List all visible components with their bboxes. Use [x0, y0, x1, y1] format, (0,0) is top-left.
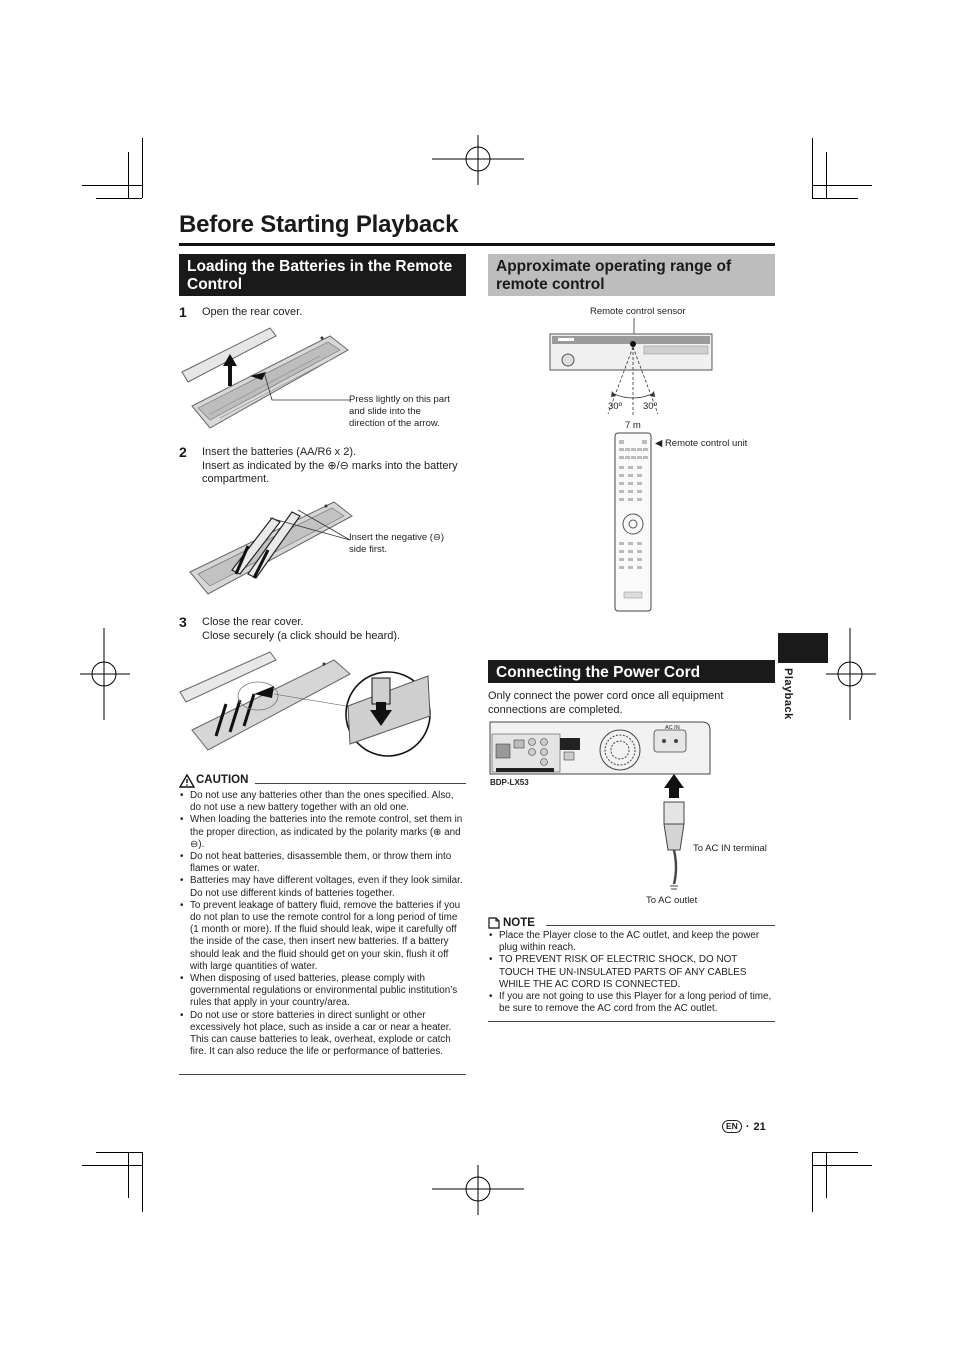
- list-item: • Batteries may have different voltages, even if they look similar. Do not use different kinds of batteries together.: [179, 875, 467, 899]
- crop-mark: [812, 198, 858, 199]
- side-tab: [778, 633, 828, 663]
- crop-mark: [128, 1152, 129, 1198]
- section-heading-power: Connecting the Power Cord: [488, 660, 775, 683]
- ac-outlet-label: To AC outlet: [646, 895, 698, 906]
- note-list: [488, 930, 773, 1015]
- step-number: 3: [179, 614, 187, 630]
- list-item: • Do not heat batteries, disassemble them, or throw them into flames or water.: [179, 851, 467, 875]
- list-item: • When loading the batteries into the remote control, set them in the proper direction, as indicated by the polarity marks (⊕ and ⊖).: [179, 814, 467, 851]
- note-top-rule: [546, 925, 775, 926]
- model-label: BDP-LX53: [490, 778, 529, 787]
- note-bottom-rule: [488, 1021, 775, 1022]
- caution-top-rule: [255, 783, 466, 784]
- page-number-separator: ·: [745, 1120, 750, 1133]
- caution-list: [179, 790, 467, 1058]
- registration-mark-icon: [80, 628, 130, 720]
- figure-note-press-lightly: Press lightly on this part and slide into the direction of the arrow.: [349, 394, 450, 429]
- step-text: Insert the batteries (AA/R6 x 2). Insert as indicated by the ⊕/⊖ marks into the battery compartment.: [202, 446, 458, 485]
- crop-mark: [826, 1152, 827, 1198]
- registration-mark-icon: [432, 1165, 524, 1215]
- crop-mark: [812, 1152, 858, 1153]
- callout-line-icon: [262, 370, 352, 410]
- page-title: Before Starting Playback: [179, 211, 459, 238]
- crop-mark: [82, 1165, 142, 1166]
- page-number-area: [722, 1120, 766, 1133]
- title-rule: [179, 243, 775, 246]
- note-heading: NOTE: [503, 917, 535, 929]
- remote-sensor-label: Remote control sensor: [590, 306, 686, 317]
- crop-mark: [142, 138, 143, 198]
- step-text: Close the rear cover. Close securely (a click should be heard).: [202, 616, 401, 642]
- list-item: • TO PREVENT RISK OF ELECTRIC SHOCK, DO NOT TOUCH THE UN-INSULATED PARTS OF ANY CABLES WHILE THE AC CORD IS CONNECTED.: [488, 954, 773, 991]
- distance-label: 7 m: [625, 420, 641, 431]
- player-front-range-diagram: [548, 332, 716, 418]
- crop-mark: [812, 1165, 872, 1166]
- step-text: Open the rear cover.: [202, 306, 303, 318]
- list-item: • When disposing of used batteries, please comply with governmental regulations or environmental public institution’s rules that apply in your country/area.: [179, 973, 467, 1010]
- registration-mark-icon: [432, 135, 524, 185]
- remote-control-illustration: [614, 432, 652, 612]
- section-heading-range: Approximate operating range of remote control: [488, 254, 775, 296]
- power-intro-text: Only connect the power cord once all equipment connections are completed.: [488, 690, 724, 716]
- ac-in-panel-label: AC IN: [665, 725, 680, 731]
- figure-note-insert-negative: Insert the negative (⊖) side first.: [349, 532, 445, 555]
- crop-mark: [96, 1152, 142, 1153]
- remote-unit-label: ◀ Remote control unit: [655, 438, 748, 449]
- angle-left-label: 30º: [608, 401, 623, 412]
- remote-close-cover-illustration: [178, 646, 468, 758]
- note-icon: [488, 917, 500, 929]
- list-item: • Place the Player close to the AC outlet, and keep the power plug within reach.: [488, 930, 773, 954]
- crop-mark: [82, 185, 142, 186]
- ac-in-terminal-label: To AC IN terminal: [693, 843, 767, 854]
- list-item: • If you are not going to use this Player for a long period of time, be sure to remove the AC cord from the AC outlet.: [488, 991, 773, 1015]
- list-item: • Do not use or store batteries in direct sunlight or other excessively hot place, such as inside a car or near a heater. This can cause batteries to leak, overheat, explode or catch fire. It can also reduce the life or performance of batteries.: [179, 1010, 467, 1059]
- list-item: • Do not use any batteries other than the ones specified. Also, do not use a new battery together with an old one.: [179, 790, 467, 814]
- step-number: 2: [179, 444, 187, 460]
- crop-mark: [812, 1152, 813, 1212]
- page-number: 21: [753, 1120, 766, 1133]
- crop-mark: [812, 185, 872, 186]
- power-plug-illustration: [650, 774, 694, 894]
- section-heading-batteries: Loading the Batteries in the Remote Control: [179, 254, 466, 296]
- caution-bottom-rule: [179, 1074, 466, 1075]
- language-badge: EN: [722, 1120, 742, 1133]
- warning-triangle-icon: [179, 774, 195, 788]
- list-item: • To prevent leakage of battery fluid, remove the batteries if you do not plan to use the remote control for a long period of time (1 month or more). If the fluid should leak, wipe it carefully off the inside of the case, then insert new batteries. If a battery should leak and the fluid should get on your skin, flush it off with large quantities of water.: [179, 900, 467, 973]
- crop-mark: [142, 1152, 143, 1212]
- crop-mark: [826, 152, 827, 198]
- registration-mark-icon: [826, 628, 876, 720]
- angle-right-label: 30º: [643, 401, 658, 412]
- step-number: 1: [179, 304, 187, 320]
- caution-heading: CAUTION: [196, 774, 249, 786]
- crop-mark: [812, 138, 813, 198]
- side-tab-label: Playback: [782, 668, 794, 720]
- callout-line-icon: [268, 508, 352, 548]
- crop-mark: [128, 152, 129, 198]
- crop-mark: [96, 198, 142, 199]
